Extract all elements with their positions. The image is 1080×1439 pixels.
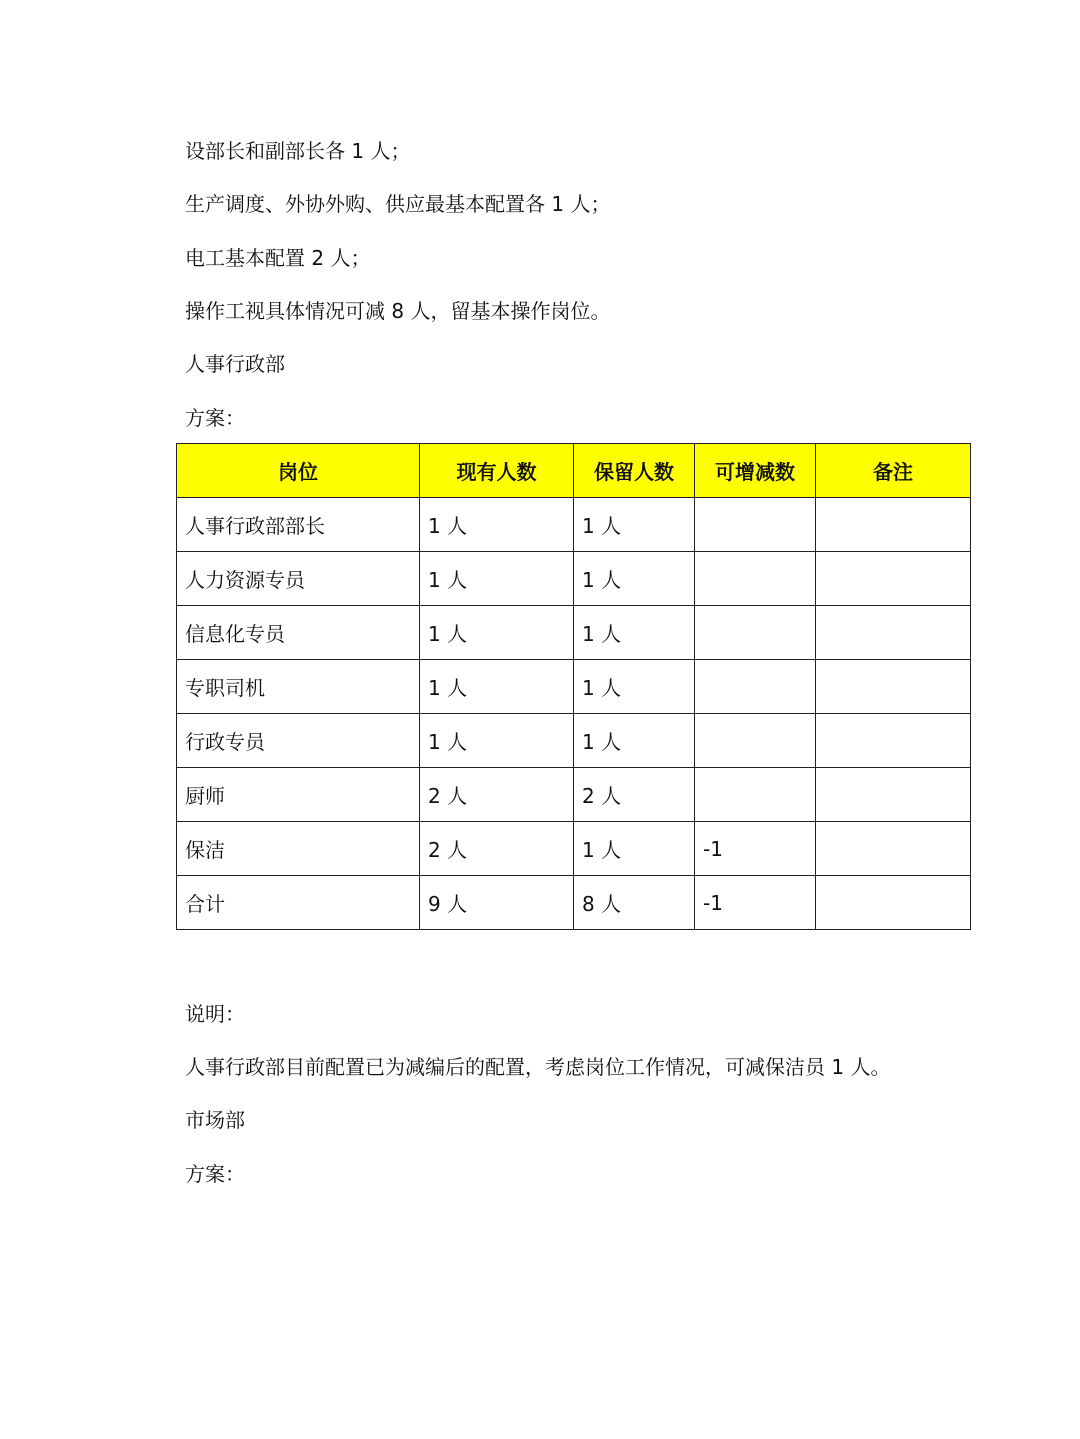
table-row [177, 606, 971, 660]
cell-retained: 1 人 [574, 498, 695, 552]
cell-change [695, 714, 816, 768]
cell-current: 1 人 [420, 606, 574, 660]
cell-change: -1 [695, 876, 816, 930]
cell-remarks [816, 822, 971, 876]
cell-position: 厨师 [177, 768, 420, 822]
next-department-title: 市场部 [185, 1108, 245, 1132]
cell-position: 专职司机 [177, 660, 420, 714]
cell-change: -1 [695, 822, 816, 876]
cell-position: 信息化专员 [177, 606, 420, 660]
explanation-label: 说明： [185, 1002, 245, 1026]
cell-position: 合计 [177, 876, 420, 930]
intro-line-4: 操作工视具体情况可减 8 人，留基本操作岗位。 [185, 299, 611, 323]
cell-position: 人力资源专员 [177, 552, 420, 606]
intro-line-3: 电工基本配置 2 人； [185, 246, 371, 270]
cell-change [695, 498, 816, 552]
table-header-row [177, 444, 971, 498]
header-remarks: 备注 [816, 444, 971, 498]
cell-position: 人事行政部部长 [177, 498, 420, 552]
department-title: 人事行政部 [185, 352, 285, 376]
cell-current: 2 人 [420, 768, 574, 822]
cell-retained: 1 人 [574, 660, 695, 714]
cell-change [695, 660, 816, 714]
cell-retained: 1 人 [574, 606, 695, 660]
intro-line-1: 设部长和副部长各 1 人； [185, 139, 411, 163]
plan-label: 方案： [185, 406, 245, 430]
table-row [177, 714, 971, 768]
cell-change [695, 552, 816, 606]
next-plan-label: 方案： [185, 1162, 245, 1186]
cell-remarks [816, 552, 971, 606]
cell-current: 1 人 [420, 552, 574, 606]
cell-retained: 1 人 [574, 714, 695, 768]
explanation-text: 人事行政部目前配置已为减编后的配置，考虑岗位工作情况，可减保洁员 1 人。 [185, 1055, 891, 1079]
cell-change [695, 768, 816, 822]
header-change: 可增减数 [695, 444, 816, 498]
cell-retained: 8 人 [574, 876, 695, 930]
table-row [177, 768, 971, 822]
table-row [177, 822, 971, 876]
cell-remarks [816, 714, 971, 768]
table-row [177, 660, 971, 714]
cell-position: 保洁 [177, 822, 420, 876]
cell-retained: 1 人 [574, 552, 695, 606]
cell-retained: 2 人 [574, 768, 695, 822]
table-row [177, 552, 971, 606]
cell-remarks [816, 606, 971, 660]
cell-remarks [816, 876, 971, 930]
header-position: 岗位 [177, 444, 420, 498]
intro-line-2: 生产调度、外协外购、供应最基本配置各 1 人； [185, 192, 611, 216]
cell-retained: 1 人 [574, 822, 695, 876]
cell-remarks [816, 498, 971, 552]
cell-remarks [816, 768, 971, 822]
cell-current: 1 人 [420, 714, 574, 768]
table-total-row [177, 876, 971, 930]
table-row [177, 498, 971, 552]
cell-change [695, 606, 816, 660]
cell-position: 行政专员 [177, 714, 420, 768]
header-current-count: 现有人数 [420, 444, 574, 498]
cell-current: 1 人 [420, 660, 574, 714]
cell-current: 1 人 [420, 498, 574, 552]
cell-remarks [816, 660, 971, 714]
header-retained-count: 保留人数 [574, 444, 695, 498]
staffing-table [176, 443, 971, 930]
cell-current: 9 人 [420, 876, 574, 930]
cell-current: 2 人 [420, 822, 574, 876]
